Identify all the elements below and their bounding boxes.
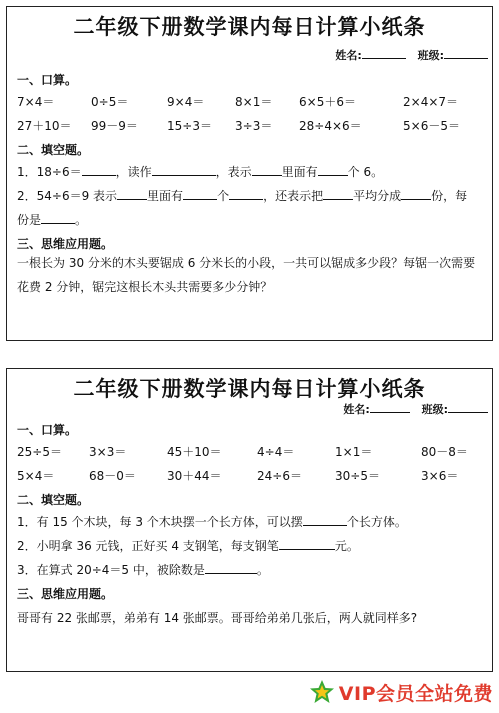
name-blank: [370, 401, 410, 413]
class-blank: [448, 401, 488, 413]
answer-blank[interactable]: [401, 187, 431, 200]
class-label: 班级:: [417, 49, 444, 62]
oral-item: 3×3＝: [89, 445, 127, 459]
answer-blank[interactable]: [323, 187, 353, 200]
answer-blank[interactable]: [229, 187, 263, 200]
section-application: 三、思维应用题。: [17, 587, 114, 601]
name-class-row: [335, 47, 488, 63]
q1-text-e: 个 6。: [347, 165, 384, 179]
answer-blank[interactable]: [279, 537, 335, 550]
q1-text-c: ，表示: [215, 165, 252, 179]
oral-row-1: [17, 443, 488, 459]
oral-item: 30＋44＝: [167, 469, 222, 483]
oral-item: 45＋10＝: [167, 445, 222, 459]
q2-text-h: 。: [75, 213, 88, 227]
answer-blank[interactable]: [252, 163, 282, 176]
q3-text-a: 3．在算式 20÷4＝5 中，被除数是: [17, 563, 205, 577]
q1-text-d: 里面有: [281, 165, 318, 179]
q2-text-g: 份是: [17, 213, 42, 227]
oral-item: 0÷5＝: [91, 95, 129, 109]
oral-item: 1×1＝: [335, 445, 373, 459]
q2-text-b: 元。: [334, 539, 359, 553]
name-label: 姓名:: [335, 49, 362, 62]
answer-blank[interactable]: [318, 163, 348, 176]
oral-item: 27＋10＝: [17, 119, 72, 133]
name-class-row: [343, 401, 488, 417]
answer-blank[interactable]: [183, 187, 217, 200]
oral-item: 25÷5＝: [17, 445, 62, 459]
q2-text-d: ，还表示把: [263, 189, 324, 203]
oral-item: 7×4＝: [17, 95, 55, 109]
oral-item: 99－9＝: [91, 119, 138, 133]
fill-question-2: [17, 537, 359, 554]
worksheet-title: 二年级下册数学课内每日计算小纸条: [73, 14, 426, 39]
section-oral: 一、口算。: [17, 73, 78, 87]
oral-item: 3×6＝: [421, 469, 459, 483]
class-blank: [444, 47, 488, 59]
oral-item: 30÷5＝: [335, 469, 380, 483]
oral-item: 80－8＝: [421, 445, 468, 459]
fill-question-1: [17, 163, 383, 180]
oral-item: 9×4＝: [167, 95, 205, 109]
fill-question-3: [17, 561, 269, 578]
name-blank: [362, 47, 406, 59]
q1-text-a: 1．18÷6＝: [17, 165, 82, 179]
name-label: 姓名:: [343, 403, 370, 416]
oral-item: 6×5＋6＝: [299, 95, 356, 109]
q2-text-c: 个: [217, 189, 230, 203]
answer-blank[interactable]: [303, 513, 347, 526]
q1-text-a: 1．有 15 个木块，每 3 个木块摆一个长方体，可以摆: [17, 515, 303, 529]
word-problem: 哥哥有 22 张邮票，弟弟有 14 张邮票。哥哥给弟弟几张后，两人就同样多?: [17, 611, 418, 625]
answer-blank[interactable]: [152, 163, 216, 176]
oral-item: 4÷4＝: [257, 445, 295, 459]
oral-item: 68－0＝: [89, 469, 136, 483]
q3-text-b: 。: [256, 563, 269, 577]
oral-item: 15÷3＝: [167, 119, 212, 133]
oral-row-1: [17, 93, 488, 109]
oral-row-2: [17, 117, 488, 133]
answer-blank[interactable]: [82, 163, 116, 176]
q2-text-a: 2．54÷6＝9 表示: [17, 189, 118, 203]
answer-blank[interactable]: [117, 187, 147, 200]
answer-blank[interactable]: [205, 561, 257, 574]
oral-item: 8×1＝: [235, 95, 273, 109]
oral-item: 24÷6＝: [257, 469, 302, 483]
answer-blank[interactable]: [41, 211, 75, 224]
worksheet-2: [6, 368, 493, 672]
oral-item: 5×6－5＝: [403, 119, 460, 133]
section-fill: 二、填空题。: [17, 493, 90, 507]
q2-text-b: 里面有: [147, 189, 184, 203]
q1-text-b: ，读作: [115, 165, 152, 179]
section-oral: 一、口算。: [17, 423, 78, 437]
oral-item: 3÷3＝: [235, 119, 273, 133]
vip-logo: [309, 677, 493, 707]
section-application: 三、思维应用题。: [17, 237, 114, 251]
q2-text-a: 2．小明拿 36 元钱，正好买 4 支钢笔，每支钢笔: [17, 539, 279, 553]
oral-row-2: [17, 467, 488, 483]
star-icon: [309, 679, 335, 705]
q1-text-b: 个长方体。: [346, 515, 407, 529]
fill-question-1: [17, 513, 407, 530]
q2-text-f: 份，每: [431, 189, 468, 203]
fill-question-2: [17, 187, 467, 204]
worksheet-title: 二年级下册数学课内每日计算小纸条: [73, 376, 426, 401]
q2-text-e: 平均分成: [353, 189, 402, 203]
class-label: 班级:: [421, 403, 448, 416]
fill-question-2-cont: [17, 211, 87, 228]
oral-item: 28÷4×6＝: [299, 119, 362, 133]
vip-logo-text: VIP会员全站免费: [338, 682, 493, 705]
section-fill: 二、填空题。: [17, 143, 90, 157]
worksheet-1: [6, 6, 493, 341]
oral-item: 5×4＝: [17, 469, 55, 483]
word-problem: 一根长为 30 分米的木头要锯成 6 分米长的小段，一共可以锯成多少段？每锯一次需要花费 2 分钟，锯完这根长木头共需要多少分钟？: [17, 256, 476, 294]
oral-item: 2×4×7＝: [403, 95, 459, 109]
